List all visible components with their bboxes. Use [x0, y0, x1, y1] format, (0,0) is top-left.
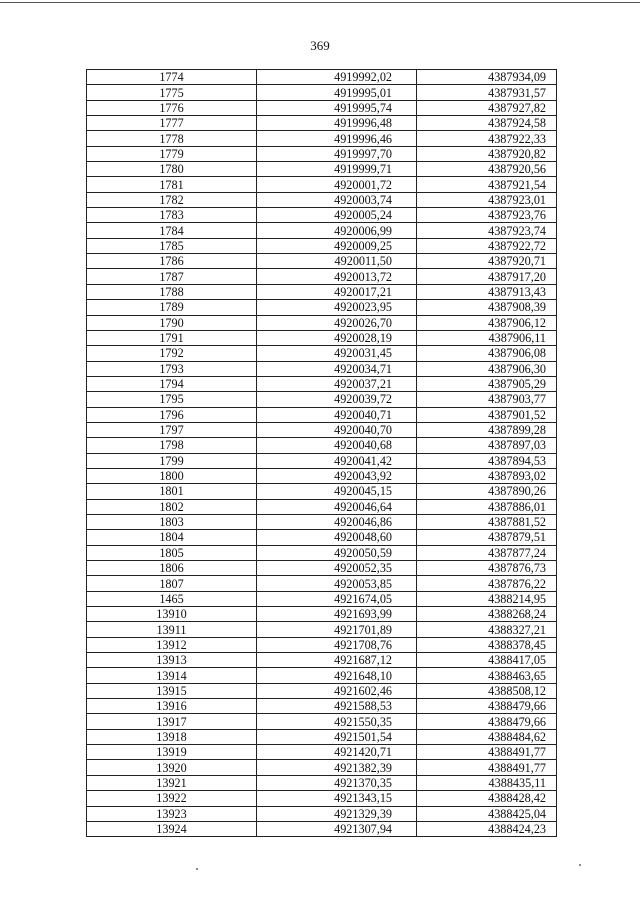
y-coordinate-cell: 4387922,33	[417, 131, 557, 146]
point-number-cell: 1776	[87, 100, 257, 115]
table-row	[87, 407, 557, 422]
x-coordinate-cell: 4920040,70	[257, 422, 417, 437]
y-coordinate-cell: 4388479,66	[417, 714, 557, 729]
point-number-cell: 1791	[87, 330, 257, 345]
point-number-cell: 13918	[87, 729, 257, 744]
point-number-cell: 1801	[87, 484, 257, 499]
y-coordinate-cell: 4388214,95	[417, 591, 557, 606]
x-coordinate-cell: 4920003,74	[257, 192, 417, 207]
y-coordinate-cell: 4387881,52	[417, 514, 557, 529]
x-coordinate-cell: 4921708,76	[257, 637, 417, 652]
point-number-cell: 1780	[87, 162, 257, 177]
y-coordinate-cell: 4387923,01	[417, 192, 557, 207]
y-coordinate-cell: 4387920,71	[417, 254, 557, 269]
point-number-cell: 13911	[87, 622, 257, 637]
table-row	[87, 699, 557, 714]
table-row	[87, 376, 557, 391]
point-number-cell: 1777	[87, 116, 257, 131]
y-coordinate-cell: 4388428,42	[417, 791, 557, 806]
table-row	[87, 668, 557, 683]
y-coordinate-cell: 4388479,66	[417, 699, 557, 714]
x-coordinate-cell: 4921687,12	[257, 653, 417, 668]
y-coordinate-cell: 4387920,82	[417, 146, 557, 161]
point-number-cell: 1790	[87, 315, 257, 330]
table-row	[87, 438, 557, 453]
table-row	[87, 100, 557, 115]
table-row	[87, 791, 557, 806]
x-coordinate-cell: 4919996,48	[257, 116, 417, 131]
point-number-cell: 1796	[87, 407, 257, 422]
x-coordinate-cell: 4919996,46	[257, 131, 417, 146]
point-number-cell: 1785	[87, 238, 257, 253]
coordinates-table	[86, 69, 557, 837]
y-coordinate-cell: 4387920,56	[417, 162, 557, 177]
table-row	[87, 284, 557, 299]
x-coordinate-cell: 4920013,72	[257, 269, 417, 284]
y-coordinate-cell: 4387879,51	[417, 530, 557, 545]
point-number-cell: 1786	[87, 254, 257, 269]
x-coordinate-cell: 4920009,25	[257, 238, 417, 253]
point-number-cell: 1805	[87, 545, 257, 560]
point-number-cell: 1804	[87, 530, 257, 545]
y-coordinate-cell: 4387927,82	[417, 100, 557, 115]
y-coordinate-cell: 4387906,11	[417, 330, 557, 345]
point-number-cell: 13922	[87, 791, 257, 806]
y-coordinate-cell: 4387922,72	[417, 238, 557, 253]
y-coordinate-cell: 4388327,21	[417, 622, 557, 637]
table-row	[87, 208, 557, 223]
x-coordinate-cell: 4921382,39	[257, 760, 417, 775]
table-row	[87, 131, 557, 146]
y-coordinate-cell: 4387901,52	[417, 407, 557, 422]
x-coordinate-cell: 4920011,50	[257, 254, 417, 269]
x-coordinate-cell: 4919999,71	[257, 162, 417, 177]
table-row	[87, 300, 557, 315]
x-coordinate-cell: 4919997,70	[257, 146, 417, 161]
point-number-cell: 1783	[87, 208, 257, 223]
point-number-cell: 13917	[87, 714, 257, 729]
x-coordinate-cell: 4921420,71	[257, 745, 417, 760]
y-coordinate-cell: 4387924,58	[417, 116, 557, 131]
table-row	[87, 499, 557, 514]
y-coordinate-cell: 4387931,57	[417, 85, 557, 100]
x-coordinate-cell: 4920026,70	[257, 315, 417, 330]
table-row	[87, 561, 557, 576]
x-coordinate-cell: 4921701,89	[257, 622, 417, 637]
point-number-cell: 1806	[87, 561, 257, 576]
table-row	[87, 192, 557, 207]
y-coordinate-cell: 4387890,26	[417, 484, 557, 499]
x-coordinate-cell: 4919992,02	[257, 70, 417, 85]
table-row	[87, 177, 557, 192]
table-row	[87, 361, 557, 376]
point-number-cell: 1782	[87, 192, 257, 207]
x-coordinate-cell: 4919995,74	[257, 100, 417, 115]
x-coordinate-cell: 4921674,05	[257, 591, 417, 606]
x-coordinate-cell: 4919995,01	[257, 85, 417, 100]
point-number-cell: 1465	[87, 591, 257, 606]
point-number-cell: 1802	[87, 499, 257, 514]
point-number-cell: 1789	[87, 300, 257, 315]
x-coordinate-cell: 4921693,99	[257, 607, 417, 622]
table-row	[87, 85, 557, 100]
table-row	[87, 775, 557, 790]
point-number-cell: 1807	[87, 576, 257, 591]
table-row	[87, 116, 557, 131]
x-coordinate-cell: 4921329,39	[257, 806, 417, 821]
point-number-cell: 13912	[87, 637, 257, 652]
point-number-cell: 13919	[87, 745, 257, 760]
x-coordinate-cell: 4920046,64	[257, 499, 417, 514]
table-row	[87, 468, 557, 483]
table-row	[87, 422, 557, 437]
y-coordinate-cell: 4388425,04	[417, 806, 557, 821]
point-number-cell: 13924	[87, 821, 257, 836]
table-row	[87, 223, 557, 238]
table-row	[87, 637, 557, 652]
top-edge-rule	[0, 2, 640, 3]
point-number-cell: 13920	[87, 760, 257, 775]
table-row	[87, 622, 557, 637]
y-coordinate-cell: 4388484,62	[417, 729, 557, 744]
table-row	[87, 806, 557, 821]
x-coordinate-cell: 4921501,54	[257, 729, 417, 744]
x-coordinate-cell: 4920040,71	[257, 407, 417, 422]
scan-speck	[196, 868, 198, 870]
y-coordinate-cell: 4388491,77	[417, 760, 557, 775]
x-coordinate-cell: 4921307,94	[257, 821, 417, 836]
point-number-cell: 1793	[87, 361, 257, 376]
table-row	[87, 330, 557, 345]
table-row	[87, 821, 557, 836]
y-coordinate-cell: 4387934,09	[417, 70, 557, 85]
y-coordinate-cell: 4387917,20	[417, 269, 557, 284]
x-coordinate-cell: 4921648,10	[257, 668, 417, 683]
x-coordinate-cell: 4920031,45	[257, 346, 417, 361]
point-number-cell: 1799	[87, 453, 257, 468]
x-coordinate-cell: 4920045,15	[257, 484, 417, 499]
x-coordinate-cell: 4921550,35	[257, 714, 417, 729]
x-coordinate-cell: 4920039,72	[257, 392, 417, 407]
point-number-cell: 1798	[87, 438, 257, 453]
x-coordinate-cell: 4920043,92	[257, 468, 417, 483]
table-row	[87, 146, 557, 161]
y-coordinate-cell: 4387906,08	[417, 346, 557, 361]
point-number-cell: 13921	[87, 775, 257, 790]
y-coordinate-cell: 4388268,24	[417, 607, 557, 622]
y-coordinate-cell: 4388508,12	[417, 683, 557, 698]
x-coordinate-cell: 4920005,24	[257, 208, 417, 223]
x-coordinate-cell: 4920028,19	[257, 330, 417, 345]
table-row	[87, 591, 557, 606]
point-number-cell: 1795	[87, 392, 257, 407]
table-row	[87, 484, 557, 499]
x-coordinate-cell: 4920034,71	[257, 361, 417, 376]
point-number-cell: 1797	[87, 422, 257, 437]
coordinates-table-body	[87, 70, 557, 837]
x-coordinate-cell: 4920001,72	[257, 177, 417, 192]
point-number-cell: 13913	[87, 653, 257, 668]
table-row	[87, 254, 557, 269]
table-row	[87, 745, 557, 760]
point-number-cell: 1792	[87, 346, 257, 361]
y-coordinate-cell: 4387906,30	[417, 361, 557, 376]
point-number-cell: 13910	[87, 607, 257, 622]
table-row	[87, 607, 557, 622]
page-number: 369	[310, 38, 330, 53]
y-coordinate-cell: 4387876,22	[417, 576, 557, 591]
y-coordinate-cell: 4388463,65	[417, 668, 557, 683]
point-number-cell: 1779	[87, 146, 257, 161]
y-coordinate-cell: 4387908,39	[417, 300, 557, 315]
y-coordinate-cell: 4387905,29	[417, 376, 557, 391]
table-row	[87, 315, 557, 330]
y-coordinate-cell: 4387903,77	[417, 392, 557, 407]
table-row	[87, 576, 557, 591]
y-coordinate-cell: 4387877,24	[417, 545, 557, 560]
x-coordinate-cell: 4920041,42	[257, 453, 417, 468]
table-row	[87, 729, 557, 744]
point-number-cell: 13923	[87, 806, 257, 821]
table-row	[87, 714, 557, 729]
y-coordinate-cell: 4388424,23	[417, 821, 557, 836]
y-coordinate-cell: 4387906,12	[417, 315, 557, 330]
point-number-cell: 13915	[87, 683, 257, 698]
x-coordinate-cell: 4921602,46	[257, 683, 417, 698]
y-coordinate-cell: 4387913,43	[417, 284, 557, 299]
y-coordinate-cell: 4388417,05	[417, 653, 557, 668]
point-number-cell: 1778	[87, 131, 257, 146]
y-coordinate-cell: 4387899,28	[417, 422, 557, 437]
table-row	[87, 530, 557, 545]
table-row	[87, 346, 557, 361]
x-coordinate-cell: 4921370,35	[257, 775, 417, 790]
table-row	[87, 269, 557, 284]
point-number-cell: 1784	[87, 223, 257, 238]
x-coordinate-cell: 4921343,15	[257, 791, 417, 806]
y-coordinate-cell: 4387886,01	[417, 499, 557, 514]
x-coordinate-cell: 4920040,68	[257, 438, 417, 453]
point-number-cell: 1781	[87, 177, 257, 192]
point-number-cell: 1787	[87, 269, 257, 284]
table-row	[87, 760, 557, 775]
x-coordinate-cell: 4920046,86	[257, 514, 417, 529]
y-coordinate-cell: 4388491,77	[417, 745, 557, 760]
table-row	[87, 453, 557, 468]
table-row	[87, 683, 557, 698]
y-coordinate-cell: 4387876,73	[417, 561, 557, 576]
point-number-cell: 1803	[87, 514, 257, 529]
point-number-cell: 1800	[87, 468, 257, 483]
x-coordinate-cell: 4920050,59	[257, 545, 417, 560]
point-number-cell: 1774	[87, 70, 257, 85]
y-coordinate-cell: 4387897,03	[417, 438, 557, 453]
x-coordinate-cell: 4920037,21	[257, 376, 417, 391]
y-coordinate-cell: 4387893,02	[417, 468, 557, 483]
scan-speck	[579, 864, 581, 866]
x-coordinate-cell: 4920048,60	[257, 530, 417, 545]
table-row	[87, 238, 557, 253]
table-row	[87, 653, 557, 668]
point-number-cell: 1775	[87, 85, 257, 100]
y-coordinate-cell: 4387921,54	[417, 177, 557, 192]
table-row	[87, 545, 557, 560]
table-row	[87, 70, 557, 85]
x-coordinate-cell: 4920017,21	[257, 284, 417, 299]
x-coordinate-cell: 4921588,53	[257, 699, 417, 714]
point-number-cell: 13914	[87, 668, 257, 683]
x-coordinate-cell: 4920053,85	[257, 576, 417, 591]
y-coordinate-cell: 4388435,11	[417, 775, 557, 790]
point-number-cell: 13916	[87, 699, 257, 714]
x-coordinate-cell: 4920023,95	[257, 300, 417, 315]
y-coordinate-cell: 4387923,76	[417, 208, 557, 223]
point-number-cell: 1794	[87, 376, 257, 391]
table-row	[87, 514, 557, 529]
x-coordinate-cell: 4920006,99	[257, 223, 417, 238]
point-number-cell: 1788	[87, 284, 257, 299]
x-coordinate-cell: 4920052,35	[257, 561, 417, 576]
table-row	[87, 392, 557, 407]
y-coordinate-cell: 4388378,45	[417, 637, 557, 652]
table-row	[87, 162, 557, 177]
y-coordinate-cell: 4387894,53	[417, 453, 557, 468]
y-coordinate-cell: 4387923,74	[417, 223, 557, 238]
